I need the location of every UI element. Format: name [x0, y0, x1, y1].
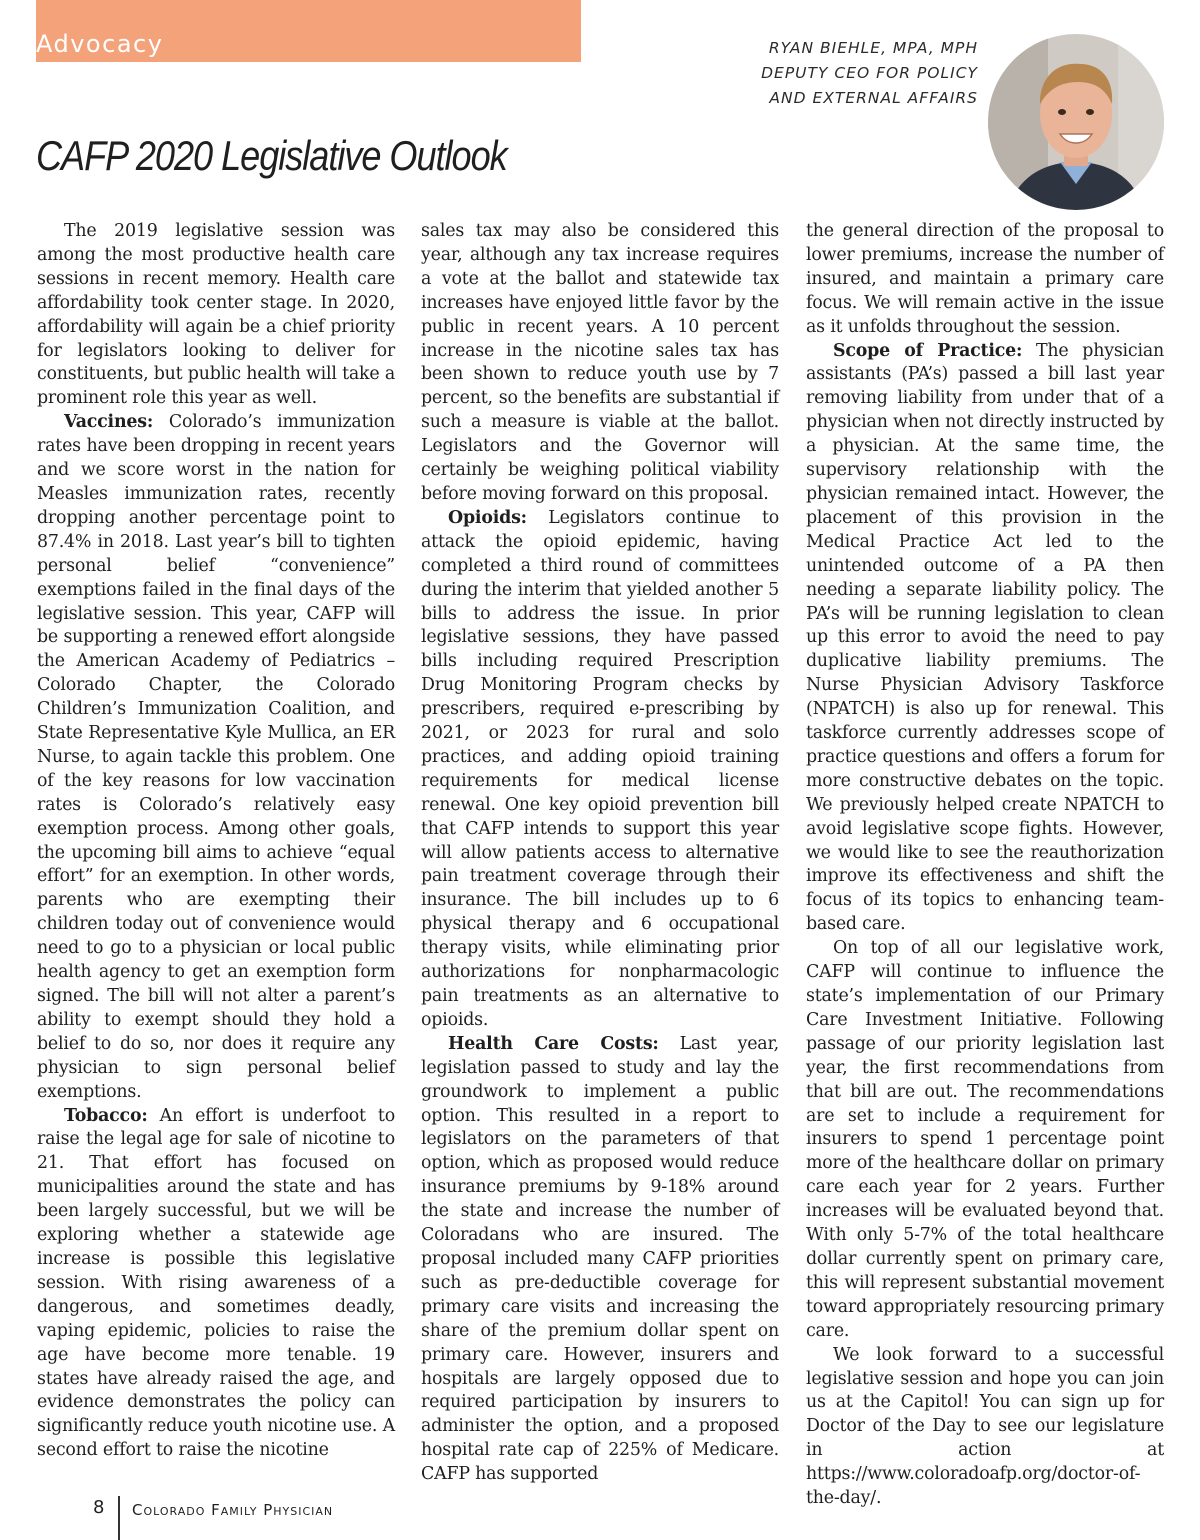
paragraph-text: The physician assistants (PA’s) passed a bill last year removing liability from under that of a physician when not directly instructed by a physician. At the same time, the supervisory relationship with the physician remained intact. However, the placement of this provision in the Medical Practice Act led to the unintended outcome of a PA then needing a separate liability policy. The PA’s will be running legislation to clean up this error to avoid the need to pay duplicative liability premiums. The Nurse Physician Advisory Taskforce (NPATCH) is also up for renewal. This taskforce currently addresses scope of practice questions and offers a forum for more constructive debates on the topic. We previously helped create NPATCH to avoid legislative scope fights. However, we would like to see the reauthorization improve its effectiveness and shift the focus of its topics to enhancing team-based care.	[806, 340, 1164, 935]
paragraph-text: The 2019 legislative session was among the most productive health care sessions in recent memory. Health care affordability took center stage. In 2020, affordability will again be a chief priority for legislators looking to deliver for constituents, but public health will take a prominent role this year as well.	[37, 221, 395, 409]
magazine-name: Colorado Family Physician	[132, 1501, 334, 1519]
article-column-1	[37, 220, 395, 1463]
paragraph-lead-in: Health Care Costs:	[448, 1033, 659, 1054]
author-byline	[658, 36, 978, 111]
article-paragraph	[806, 340, 1164, 938]
article-paragraph	[806, 1344, 1164, 1511]
paragraph-lead-in: Tobacco:	[64, 1105, 148, 1126]
author-name: RYAN BIEHLE, MPA, MPH	[768, 39, 978, 57]
page-number: 8	[93, 1497, 105, 1518]
footer-divider	[118, 1496, 120, 1540]
article-column-3	[806, 220, 1164, 1511]
article-paragraph	[37, 411, 395, 1104]
paragraph-lead-in: Vaccines:	[64, 412, 154, 433]
article-paragraph	[37, 220, 395, 411]
paragraph-text: Legislators continue to attack the opioid epidemic, having completed a third round of committees during the interim that yielded another 5 bills to address the issue. In prior legislative sessions, they have passed bills including required Prescription Drug Monitoring Program checks by prescribers, required e-prescribing by 2021, or 2023 for rural and solo practices, and adding opioid training requirements for medical license renewal. One key opioid prevention bill that CAFP intends to support this year will allow patients access to alternative pain treatment coverage through their insurance. The bill includes up to 6 physical therapy and 6 occupational therapy visits, while eliminating prior authorizations for nonpharmacologic pain treatments as an alternative to opioids.	[421, 507, 779, 1030]
article-paragraph	[806, 220, 1164, 340]
article-column-2	[421, 220, 779, 1487]
paragraph-text: We look forward to a successful legislative session and hope you can join us at the Capitol! You can sign up for Doctor of the Day to see our legislature in action at https://www.coloradoafp.org/doctor-of-the-day/.	[806, 1344, 1164, 1509]
section-label: Advocacy	[36, 30, 164, 58]
article-paragraph	[421, 507, 779, 1033]
author-title-line2: AND EXTERNAL AFFAIRS	[769, 89, 978, 107]
paragraph-text: On top of all our legislative work, CAFP will continue to influence the state’s implementation of our Primary Care Investment Initiative. Following passage of our priority legislation last year, the first recommendations from that bill are out. The recommendations are set to include a requirement for insurers to spend 1 percentage point more of the healthcare dollar on primary care each year for 2 years. Further increases will be evaluated beyond that. With only 5-7% of the total healthcare dollar currently spent on primary care, this will represent substantial movement toward appropriately resourcing primary care.	[806, 938, 1164, 1341]
paragraph-text: sales tax may also be considered this year, although any tax increase requires a vote at the ballot and statewide tax increases have enjoyed little favor by the public in recent years. A 10 percent increase in the nicotine sales tax has been shown to reduce youth use by 7 percent, so the benefits are substantial if such a measure is viable at the ballot. Legislators and the Governor will certainly be weighing political viability before moving forward on this proposal.	[421, 221, 779, 504]
paragraph-lead-in: Opioids:	[448, 507, 527, 528]
paragraph-text: the general direction of the proposal to lower premiums, increase the number of insured, and maintain a primary care focus. We will remain active in the issue as it unfolds throughout the session.	[806, 221, 1164, 337]
author-headshot	[988, 34, 1164, 210]
author-title-line1: DEPUTY CEO FOR POLICY	[761, 64, 978, 82]
paragraph-text: An effort is underfoot to raise the legal age for sale of nicotine to 21. That effort has focused on municipalities around the state and has been largely successful, but we will be exploring whether a statewide age increase is possible this legislative session. With rising awareness of a dangerous, and sometimes deadly, vaping epidemic, policies to raise the age have become more tenable. 19 states have already raised the age, and evidence demonstrates the policy can significantly reduce youth nicotine use. A second effort to raise the nicotine	[37, 1105, 395, 1461]
article-paragraph	[806, 937, 1164, 1343]
paragraph-text: Last year, legislation passed to study and lay the groundwork to implement a public option. This resulted in a report to legislators on the parameters of that option, which as proposed would reduce insurance premiums by 9-18% around the state and increase the number of Coloradans who are insured. The proposal included many CAFP priorities such as pre-deductible coverage for primary care visits and increasing the share of the premium dollar spent on primary care. However, insurers and hospitals are largely opposed due to required participation by insurers to administer the option, and a proposed hospital rate cap of 225% of Medicare. CAFP has supported	[421, 1033, 779, 1485]
paragraph-text: Colorado’s immunization rates have been dropping in recent years and we score worst in the nation for Measles immunization rates, recently dropping another percentage point to 87.4% in 2018. Last year’s bill to tighten personal belief “convenience” exemptions failed in the final days of the legislative session. This year, CAFP will be supporting a renewed effort alongside the American Academy of Pediatrics – Colorado Chapter, the Colorado Children’s Immunization Coalition, and State Representative Kyle Mullica, an ER Nurse, to again tackle this problem. One of the key reasons for low vaccination rates is Colorado’s relatively easy exemption process. Among other goals, the upcoming bill aims to achieve “equal effort” for an exemption. In other words, parents who are exempting their children today out of convenience would need to go to a physician or local public health agency to get an exemption form signed. The bill will not alter a parent’s ability to exempt should they hold a belief to do so, nor does it require any physician to sign personal belief exemptions.	[37, 412, 395, 1102]
article-headline: CAFP 2020 Legislative Outlook	[36, 132, 507, 179]
paragraph-lead-in: Scope of Practice:	[833, 340, 1023, 361]
article-paragraph	[421, 1033, 779, 1487]
article-paragraph	[421, 220, 779, 507]
article-paragraph	[37, 1105, 395, 1464]
